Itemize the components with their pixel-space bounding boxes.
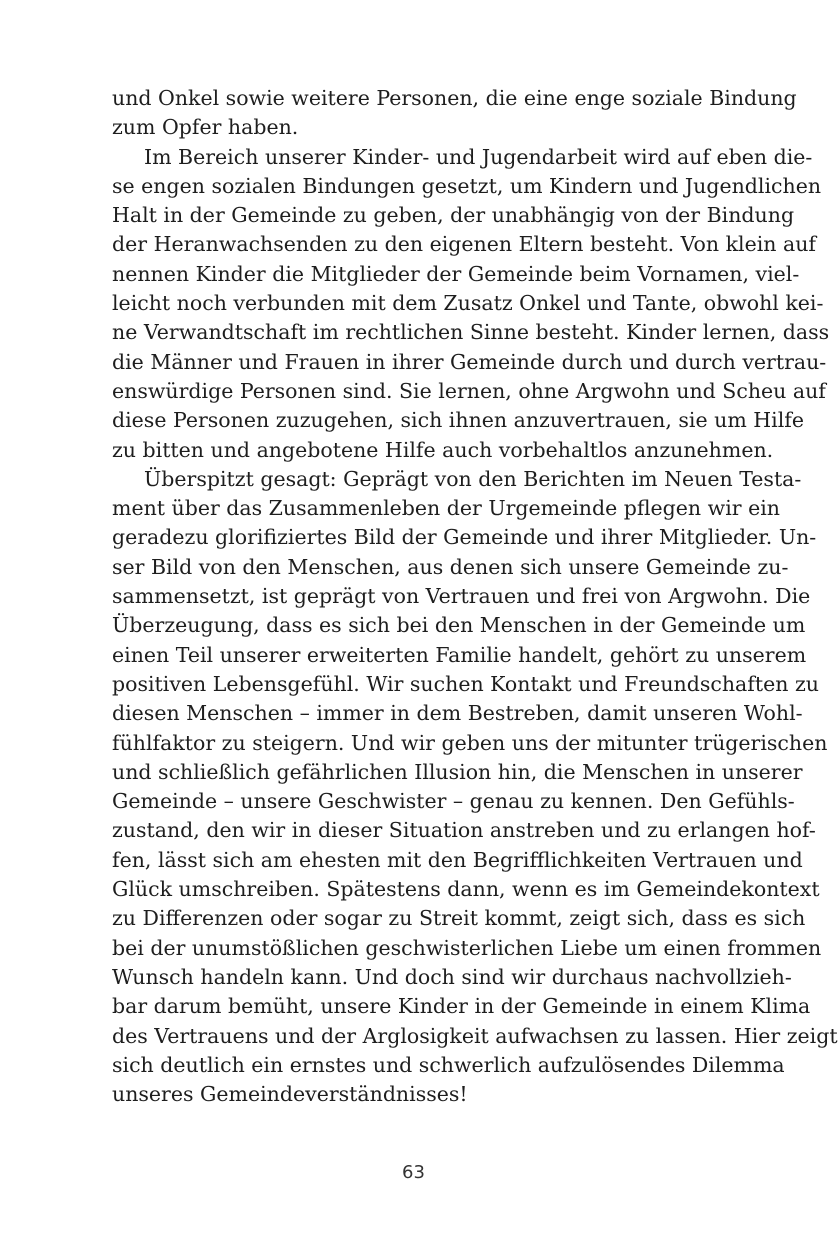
text-line: diesen Menschen – immer in dem Bestreben, damit unseren Wohl- (112, 701, 803, 726)
text-line: und Onkel sowie weitere Personen, die eine enge soziale Bindung (112, 86, 797, 110)
body-text (112, 84, 838, 1109)
text-line: Glück umschreiben. Spätestens dann, wenn es im Gemeindekontext (112, 877, 820, 902)
text-line: Wunsch handeln kann. Und doch sind wir durchaus nachvollzieh- (112, 964, 792, 989)
text-line: se engen sozialen Bindungen gesetzt, um Kindern und Jugendlichen (112, 173, 822, 198)
text-line: fühlfaktor zu steigern. Und wir geben uns der mitunter trügerischen (112, 730, 828, 755)
text-line: leicht noch verbunden mit dem Zusatz Onkel und Tante, obwohl kei- (112, 291, 824, 316)
text-line: zustand, den wir in dieser Situation anstreben und zu erlangen hof- (112, 818, 816, 843)
text-line: Überspitzt gesagt: Geprägt von den Berichten im Neuen Testa- (144, 466, 802, 491)
text-line: fen, lässt sich am ehesten mit den Begrifflichkeiten Vertrauen und (112, 847, 803, 872)
text-line: zu Differenzen oder sogar zu Streit kommt, zeigt sich, dass es sich (112, 906, 806, 931)
text-line: unseres Gemeindeverständnisses! (112, 1082, 468, 1107)
text-line: zu bitten und angebotene Hilfe auch vorbehaltlos anzunehmen. (112, 437, 774, 462)
text-line: geradezu glorifiziertes Bild der Gemeinde und ihrer Mitglieder. Un- (112, 525, 817, 550)
text-line: Überzeugung, dass es sich bei den Menschen in der Gemeinde um (112, 613, 806, 638)
text-line: diese Personen zuzugehen, sich ihnen anzuvertrauen, sie um Hilfe (112, 408, 804, 433)
text-line: der Heranwachsenden zu den eigenen Eltern besteht. Von klein auf (112, 232, 816, 257)
text-line: Halt in der Gemeinde zu geben, der unabhängig von der Bindung (112, 203, 795, 228)
text-line: Im Bereich unserer Kinder- und Jugendarbeit wird auf eben die- (144, 144, 813, 169)
text-line: ser Bild von den Menschen, aus denen sich unsere Gemeinde zu- (112, 554, 789, 579)
text-line: einen Teil unserer erweiterten Familie handelt, gehört zu unserem (112, 642, 807, 667)
text-line: zum Opfer haben. (112, 115, 299, 140)
text-line: bei der unumstößlichen geschwisterlichen Liebe um einen frommen (112, 935, 822, 960)
page-number: 63 (402, 1162, 425, 1183)
text-line: ment über das Zusammenleben der Urgemeinde pflegen wir ein (112, 496, 780, 521)
text-line: nennen Kinder die Mitglieder der Gemeinde beim Vornamen, viel- (112, 261, 800, 286)
text-line: bar darum bemüht, unsere Kinder in der Gemeinde in einem Klima (112, 994, 811, 1019)
text-line: Gemeinde – unsere Geschwister – genau zu kennen. Den Gefühls- (112, 789, 795, 814)
text-line: die Männer und Frauen in ihrer Gemeinde durch und durch vertrau- (112, 349, 827, 374)
text-line: enswürdige Personen sind. Sie lernen, ohne Argwohn und Scheu auf (112, 378, 826, 403)
text-line: sich deutlich ein ernstes und schwerlich aufzulösendes Dilemma (112, 1052, 785, 1077)
text-line: des Vertrauens und der Arglosigkeit aufwachsen zu lassen. Hier zeigt (112, 1023, 838, 1048)
text-line: und schließlich gefährlichen Illusion hin, die Menschen in unserer (112, 759, 803, 784)
text-line: ne Verwandtschaft im rechtlichen Sinne besteht. Kinder lernen, dass (112, 320, 830, 345)
text-line: sammensetzt, ist geprägt von Vertrauen und frei von Argwohn. Die (112, 584, 811, 609)
text-line: positiven Lebensgefühl. Wir suchen Kontakt und Freundschaften zu (112, 671, 819, 696)
